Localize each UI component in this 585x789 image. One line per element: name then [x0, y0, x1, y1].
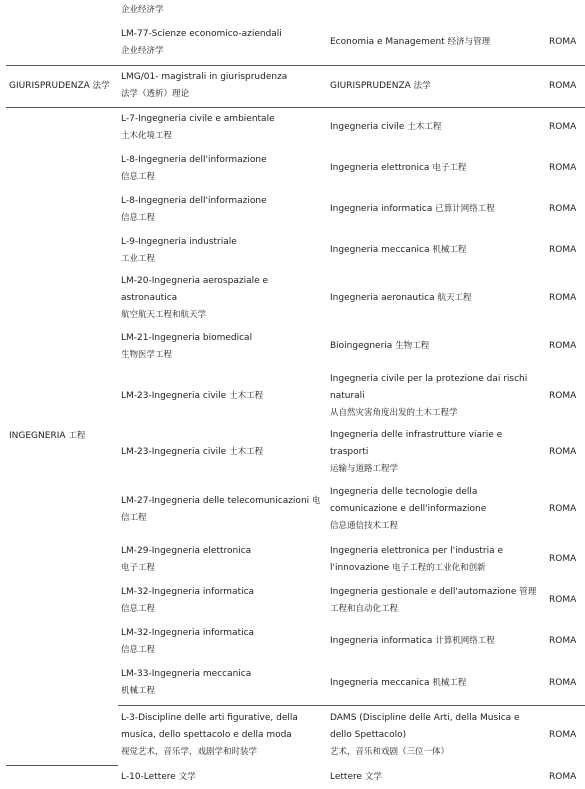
degree-name-zh: 工业工程 — [121, 253, 156, 264]
degree-name: L-10-Lettere — [121, 771, 176, 782]
degree-cell — [118, 0, 327, 21]
degree-cell — [118, 21, 327, 65]
program-name-zh: 文学 — [364, 771, 382, 782]
city-cell: ROMA — [549, 554, 577, 564]
degree-name-zh: 文学 — [178, 771, 196, 782]
degree-name: L-8-Ingegneria dell'informazione — [121, 154, 267, 165]
program-cell — [327, 148, 542, 189]
degree-name-zh: 企业经济学 — [121, 5, 164, 15]
city-cell: ROMA — [549, 636, 577, 646]
program-cell — [327, 765, 542, 789]
degree-cell — [118, 148, 327, 189]
faculty-name-zh: 法学 — [92, 80, 110, 91]
program-name-zh: 经济与管理 — [447, 37, 491, 48]
program-name-zh: 机械工程 — [432, 245, 467, 255]
city-cell: ROMA — [549, 122, 577, 133]
city-cell: ROMA — [542, 65, 585, 107]
degree-name: LM-33-Ingegneria meccanica — [121, 669, 252, 680]
city-cell: ROMA — [542, 21, 585, 65]
city-cell: ROMA — [549, 447, 577, 457]
program-name: GIURISPRUDENZA — [330, 80, 411, 91]
city-cell: ROMA — [542, 662, 585, 705]
program-name-zh: 电子工程的工业化和创新 — [392, 562, 486, 573]
program-name: Ingegneria aeronautica — [330, 293, 435, 303]
degree-name-zh: 信息工程 — [121, 603, 156, 614]
degree-name: LM-32-Ingegneria informatica — [121, 586, 255, 597]
program-name: Ingegneria informatica — [330, 204, 433, 214]
degree-name: LM-29-Ingegneria elettronica — [121, 545, 252, 556]
degree-name: LM-23-Ingegneria civile — [121, 390, 227, 401]
program-name: Ingegneria delle tecnologie della comunicazione e dell'informazione — [330, 487, 487, 514]
faculty-cell — [6, 765, 118, 789]
program-cell — [327, 107, 542, 148]
degree-name: L-8-Ingegneria dell'informazione — [121, 195, 267, 206]
faculty-name: GIURISPRUDENZA — [9, 80, 90, 91]
program-cell — [327, 230, 542, 271]
program-name: DAMS (Discipline delle Arti, della Musica e dello Spettacolo) — [330, 712, 520, 740]
table-row — [6, 0, 585, 21]
program-name-zh: 土木工程 — [407, 122, 442, 133]
degree-name: LM-21-Ingegneria biomedical — [121, 332, 253, 343]
degree-cell — [118, 367, 327, 425]
faculty-cell — [6, 65, 118, 107]
program-name: Ingegneria civile per la protezione dai rischi naturali — [330, 373, 528, 401]
city-cell: ROMA — [549, 341, 577, 351]
degree-cell — [118, 326, 327, 367]
program-cell — [327, 705, 542, 765]
degree-name-zh: 电信工程 — [121, 495, 321, 523]
degree-name: L-7-Ingegneria civile e ambientale — [121, 113, 275, 124]
degree-cell — [118, 271, 327, 326]
degree-name-zh: 电子工程 — [121, 562, 156, 573]
city-cell: ROMA — [549, 595, 577, 605]
degree-name: LM-20-Ingegneria aerospaziale e astronautica — [121, 276, 269, 303]
program-name-zh: 艺术，音乐和戏剧（三位一体） — [330, 746, 450, 757]
degree-cell — [118, 65, 327, 107]
program-name: Ingegneria elettronica — [330, 163, 430, 173]
program-cell — [327, 367, 542, 425]
faculty-cell — [6, 21, 118, 65]
degree-name-zh: 土木化境工程 — [121, 130, 173, 141]
city-cell: ROMA — [549, 729, 577, 740]
degree-name: LM-27-Ingegneria delle telecomunicazioni — [121, 495, 310, 506]
degree-name-zh: 土木工程 — [229, 447, 264, 457]
program-cell — [327, 189, 542, 230]
program-cell — [327, 0, 542, 21]
program-name-zh: 机械工程 — [432, 677, 467, 688]
faculty-name: INGEGNERIA — [9, 430, 66, 441]
degree-cell — [118, 425, 327, 480]
faculty-cell — [6, 0, 118, 21]
degree-name-zh: 法学（透析）理论 — [121, 89, 190, 99]
program-name-zh: 信息通信技术工程 — [330, 521, 399, 531]
degree-name: LM-77-Scienze economico-aziendali — [121, 28, 282, 39]
city-cell: ROMA — [549, 204, 577, 214]
table-row — [6, 65, 585, 107]
program-name-zh: 运输与道路工程学 — [330, 464, 399, 474]
city-cell: ROMA — [549, 390, 577, 401]
program-name-zh: 法学 — [413, 80, 431, 91]
program-cell — [327, 425, 542, 480]
degree-name-zh: 航空航天工程和航天学 — [121, 310, 207, 320]
degree-name: L-3-Discipline delle arti figurative, della musica, dello spettacolo e della moda — [121, 712, 298, 740]
program-cell — [327, 326, 542, 367]
program-name-zh: 从自然灾害角度出发的土木工程学 — [330, 407, 458, 418]
degree-table — [6, 0, 585, 789]
program-cell — [327, 662, 542, 705]
program-name-zh: 航天工程 — [437, 293, 472, 303]
city-cell: ROMA — [549, 771, 577, 782]
degree-cell — [118, 580, 327, 621]
degree-name-zh: 企业经济学 — [121, 45, 164, 56]
program-name: Ingegneria meccanica — [330, 677, 430, 688]
degree-cell — [118, 189, 327, 230]
program-cell — [327, 65, 542, 107]
program-name-zh: 电子工程 — [432, 163, 467, 173]
program-name: Economia e Management — [330, 37, 445, 48]
degree-cell — [118, 705, 327, 765]
program-name: Bioingegneria — [330, 341, 393, 351]
program-cell — [327, 271, 542, 326]
degree-name: LMG/01- magistrali in giurisprudenza — [121, 72, 288, 82]
program-name: Ingegneria gestionale e dell'automazione — [330, 586, 517, 597]
program-name: Lettere — [330, 771, 363, 782]
program-cell — [327, 621, 542, 662]
program-name: Ingegneria meccanica — [330, 245, 430, 255]
degree-name-zh: 机械工程 — [121, 686, 156, 697]
city-cell: ROMA — [549, 293, 577, 303]
degree-name: L-9-Ingegneria industriale — [121, 236, 237, 247]
table-row — [6, 107, 585, 148]
program-name: Ingegneria civile — [330, 122, 405, 133]
city-cell — [542, 0, 585, 21]
degree-cell — [118, 480, 327, 539]
degree-name-zh: 信息工程 — [121, 644, 156, 655]
degree-table-body — [6, 0, 585, 789]
program-name: Ingegneria elettronica per l'industria e l'innovazione — [330, 545, 504, 573]
degree-name-zh: 信息工程 — [121, 212, 156, 223]
program-name-zh: 计算机网络工程 — [435, 636, 495, 646]
program-name-zh: 管理工程和自动化工程 — [330, 586, 537, 614]
degree-name-zh: 视觉艺术，音乐学，戏剧学和时装学 — [121, 746, 258, 757]
program-name-zh: 生物工程 — [395, 341, 430, 351]
degree-cell — [118, 621, 327, 662]
degree-cell — [118, 230, 327, 271]
degree-name: LM-32-Ingegneria informatica — [121, 627, 255, 638]
degree-name: LM-23-Ingegneria civile — [121, 447, 227, 457]
city-cell: ROMA — [549, 163, 577, 173]
program-cell — [327, 21, 542, 65]
program-cell — [327, 539, 542, 580]
faculty-cell — [6, 107, 118, 765]
table-row — [6, 765, 585, 789]
table-row — [6, 21, 585, 65]
city-cell: ROMA — [549, 504, 577, 514]
program-name-zh: 已算计网络工程 — [435, 204, 495, 214]
program-name: Ingegneria informatica — [330, 636, 433, 646]
degree-name-zh: 信息工程 — [121, 171, 156, 182]
program-name: Ingegneria delle infrastrutture viarie e trasporti — [330, 430, 503, 457]
program-cell — [327, 580, 542, 621]
degree-cell — [118, 107, 327, 148]
degree-name-zh: 生物医学工程 — [121, 349, 173, 360]
program-cell — [327, 480, 542, 539]
degree-cell — [118, 539, 327, 580]
degree-name-zh: 土木工程 — [229, 390, 264, 401]
faculty-name-zh: 工程 — [68, 430, 86, 441]
city-cell: ROMA — [549, 245, 577, 255]
degree-cell — [118, 765, 327, 789]
degree-cell — [118, 662, 327, 705]
